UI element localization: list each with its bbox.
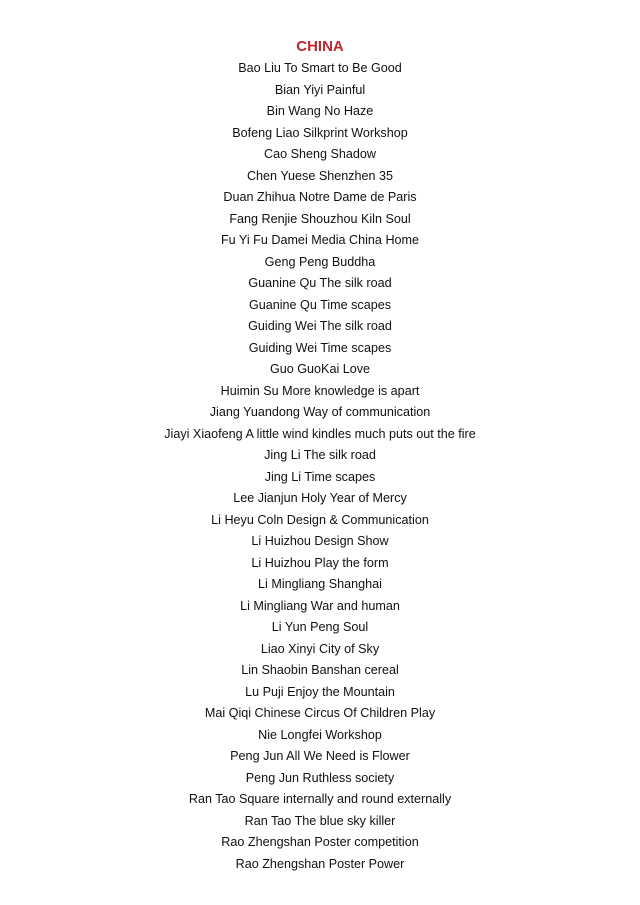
participant-entry: Bian Yiyi Painful [274, 82, 366, 97]
participant-entry: Jiang Yuandong Way of communication [209, 405, 431, 419]
participant-entry: Fu Yi Fu Damei Media China Home [220, 233, 420, 247]
participant-entry: Geng Peng Buddha [264, 254, 376, 269]
participant-entry: Li Huizhou Play the form [251, 555, 389, 570]
participant-entry: Guiding Wei The silk road [248, 319, 392, 333]
participant-entry: Guanine Qu The silk road [248, 276, 392, 290]
participant-entry: Lin Shaobin Banshan cereal [241, 663, 399, 677]
participant-entry: Rao Zhengshan Poster competition [221, 835, 419, 849]
participant-entry: Huimin Su More knowledge is apart [220, 383, 420, 398]
participant-entry: Jiayi Xiaofeng A little wind kindles much puts out the fire [164, 426, 476, 441]
participant-entry: Li Yun Peng Soul [271, 620, 369, 634]
participant-entry: Bao Liu To Smart to Be Good [238, 61, 402, 75]
participant-entry: Lu Puji Enjoy the Mountain [245, 684, 395, 699]
participant-entry: Jing Li Time scapes [264, 469, 376, 484]
participant-entry: Guo GuoKai Love [269, 362, 371, 376]
participant-entry: Li Heyu Coln Design & Communication [211, 512, 429, 527]
participant-entry: Li Mingliang Shanghai [258, 577, 382, 591]
participant-entry: Ran Tao Square internally and round externally [188, 792, 452, 806]
participant-entry: Mai Qiqi Chinese Circus Of Children Play [204, 706, 436, 720]
participant-entry: Guanine Qu Time scapes [248, 297, 392, 312]
participant-entry: Bin Wang No Haze [266, 104, 374, 118]
participant-entry: Liao Xinyi City of Sky [260, 641, 380, 656]
participant-entry: Cao Sheng Shadow [263, 147, 377, 161]
document-page [0, 36, 640, 875]
participant-entry: Li Huizhou Design Show [251, 534, 389, 548]
participant-entry: Nie Longfei Workshop [258, 727, 382, 742]
participant-list [0, 58, 640, 875]
participant-entry: Peng Jun All We Need is Flower [230, 749, 410, 763]
participant-entry: Li Mingliang War and human [240, 598, 400, 613]
participant-entry: Guiding Wei Time scapes [248, 340, 392, 355]
participant-entry: Bofeng Liao Silkprint Workshop [232, 125, 408, 140]
participant-entry: Chen Yuese Shenzhen 35 [246, 168, 394, 183]
participant-entry: Ran Tao The blue sky killer [244, 813, 396, 828]
participant-entry: Peng Jun Ruthless society [245, 770, 395, 785]
participant-entry: Rao Zhengshan Poster Power [235, 856, 405, 871]
participant-entry: Duan Zhihua Notre Dame de Paris [223, 190, 417, 204]
participant-entry: Lee Jianjun Holy Year of Mercy [233, 491, 407, 505]
participant-entry: Fang Renjie Shouzhou Kiln Soul [229, 211, 411, 226]
country-heading: CHINA [296, 38, 344, 55]
participant-entry: Jing Li The silk road [264, 448, 376, 462]
